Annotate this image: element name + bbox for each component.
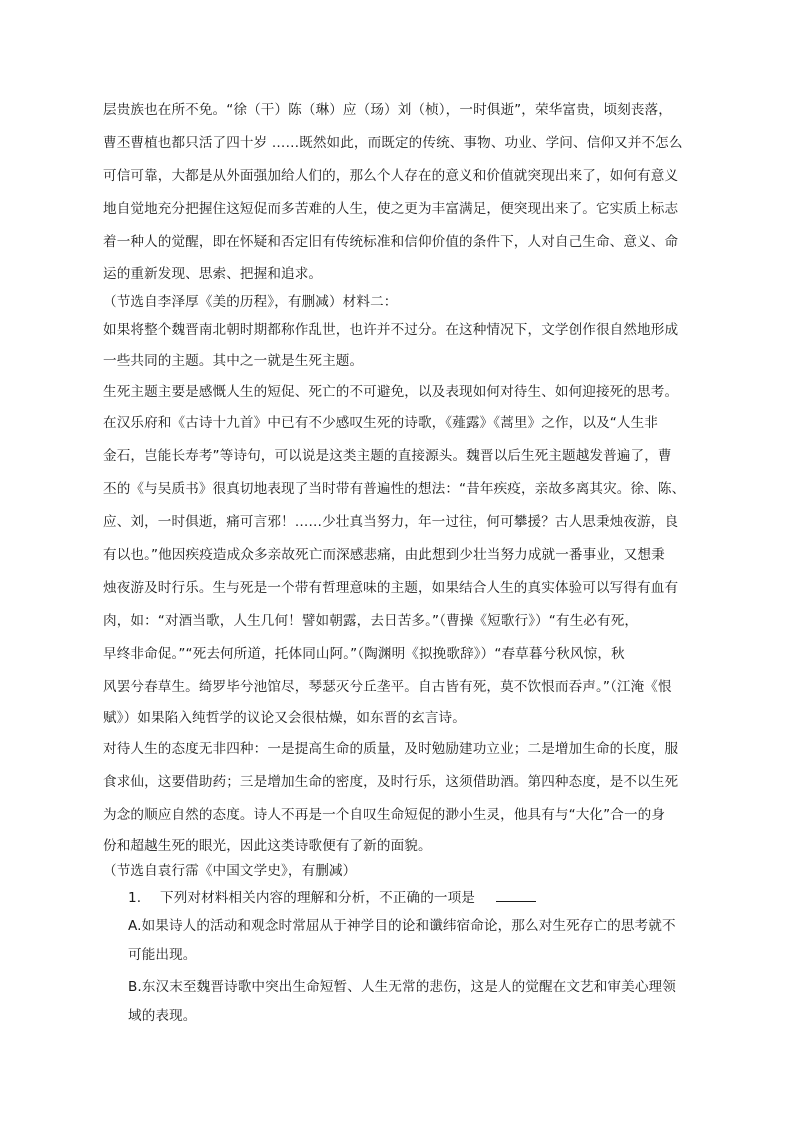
passage-line: 早终非命促。”“死去何所道，托体同山阿。”（陶渊明《拟挽歌辞》）“春草暮兮秋风惊，秋 <box>103 646 625 662</box>
passage-line: 着一种人的觉醒，即在怀疑和否定旧有传统标准和信仰价值的条件下，人对自己生命、意义、命 <box>103 234 679 250</box>
passage-line: 风罢兮春草生。绮罗毕兮池馆尽，琴瑟灭兮丘垄平。自古皆有死，莫不饮恨而吞声。”（江淹《恨 <box>103 679 672 695</box>
passage-line: 为念的顺应自然的态度。诗人不再是一个自叹生命短促的渺小生灵，他具有与“大化”合一的身 <box>103 807 666 823</box>
passage-line: 丕的《与吴质书》很真切地表现了当时带有普遍性的想法：“昔年疾疫，亲故多离其灾。徐、陈、 <box>103 481 686 497</box>
passage-line: 赋》）如果陷入纯哲学的议论又会很枯燥，如东晋的玄言诗。 <box>103 710 466 726</box>
passage-line: 可信可靠，大都是从外面强加给人们的，那么个人存在的意义和价值就突现出来了，如何有意义 <box>103 168 679 184</box>
question-text: 下列对材料相关内容的理解和分析，不正确的一项是 <box>160 890 475 906</box>
passage-line: 曹丕曹植也都只活了四十岁 ……既然如此，而既定的传统、事物、功业、学问、信仰又并不怎么 <box>103 135 683 151</box>
passage-line: 应、刘，一时俱逝，痛可言邪！……少壮真当努力，年一过往，何可攀援？古人思秉烛夜游，良 <box>103 514 679 530</box>
passage-line: 食求仙，这要借助药；三是增加生命的密度，及时行乐，这须借助酒。第四种态度，是不以生死 <box>103 774 679 790</box>
passage-line: 肉，如：“对酒当歌，人生几何！譬如朝露，去日苦多。”（曹操《短歌行》）“有生必有死， <box>103 613 639 629</box>
passage-line: 层贵族也在所不免。“徐（干）陈（琳）应（玚）刘（桢），一时俱逝”，荣华富贵，顷刻丧落， <box>103 102 672 118</box>
source-citation: （节选自袁行霈《中国文学史》，有删减） <box>103 863 357 879</box>
source-citation: （节选自李泽厚《美的历程》，有删减）材料二： <box>103 294 398 310</box>
passage-line: 份和超越生死的眼光，因此这类诗歌便有了新的面貌。 <box>103 838 432 854</box>
answer-blank[interactable] <box>496 887 536 902</box>
passage-line: 地自觉地充分把握住这短促而多苦难的人生，使之更为丰富满足，便突现出来了。它实质上标志 <box>103 201 679 217</box>
passage-line: 生死主题主要是感慨人生的短促、死亡的不可避免，以及表现如何对待生、如何迎接死的思考。 <box>103 384 679 400</box>
passage-line: 对待人生的态度无非四种：一是提高生命的质量，及时勉励建功立业；二是增加生命的长度，服 <box>103 741 679 757</box>
passage-line: 金石，岂能长寿考”等诗句，可以说是这类主题的直接源头。魏晋以后生死主题越发普遍了，曹 <box>103 448 672 464</box>
passage-line: 运的重新发现、思索、把握和追求。 <box>103 266 323 282</box>
option-b-continued: 域的表现。 <box>128 1008 197 1024</box>
question-number: 1. <box>128 890 142 906</box>
passage-line: 烛夜游及时行乐。生与死是一个带有哲理意味的主题，如果结合人生的真实体验可以写得有血有 <box>103 580 679 596</box>
option-a-continued: 可能出现。 <box>128 947 197 963</box>
passage-line: 如果将整个魏晋南北朝时期都称作乱世，也许并不过分。在这种情况下，文学创作很自然地形成 <box>103 322 679 338</box>
question-stem <box>128 887 536 908</box>
passage-line: 在汉乐府和《古诗十九首》中已有不少感叹生死的诗歌，《薤露》《蒿里》之作，以及“人生非 <box>103 415 658 431</box>
passage-line: 有以也。”他因疾疫造成众多亲故死亡而深感悲痛，由此想到少壮当努力成就一番事业，又想秉 <box>103 547 665 563</box>
option-b: B.东汉末至魏晋诗歌中突出生命短暂、人生无常的悲伤，这是人的觉醒在文艺和审美心理领 <box>128 979 676 995</box>
passage-line: 一些共同的主题。其中之一就是生死主题。 <box>103 353 364 369</box>
option-a: A.如果诗人的活动和观念时常屈从于神学目的论和谶纬宿命论，那么对生死存亡的思考就不 <box>128 918 676 934</box>
